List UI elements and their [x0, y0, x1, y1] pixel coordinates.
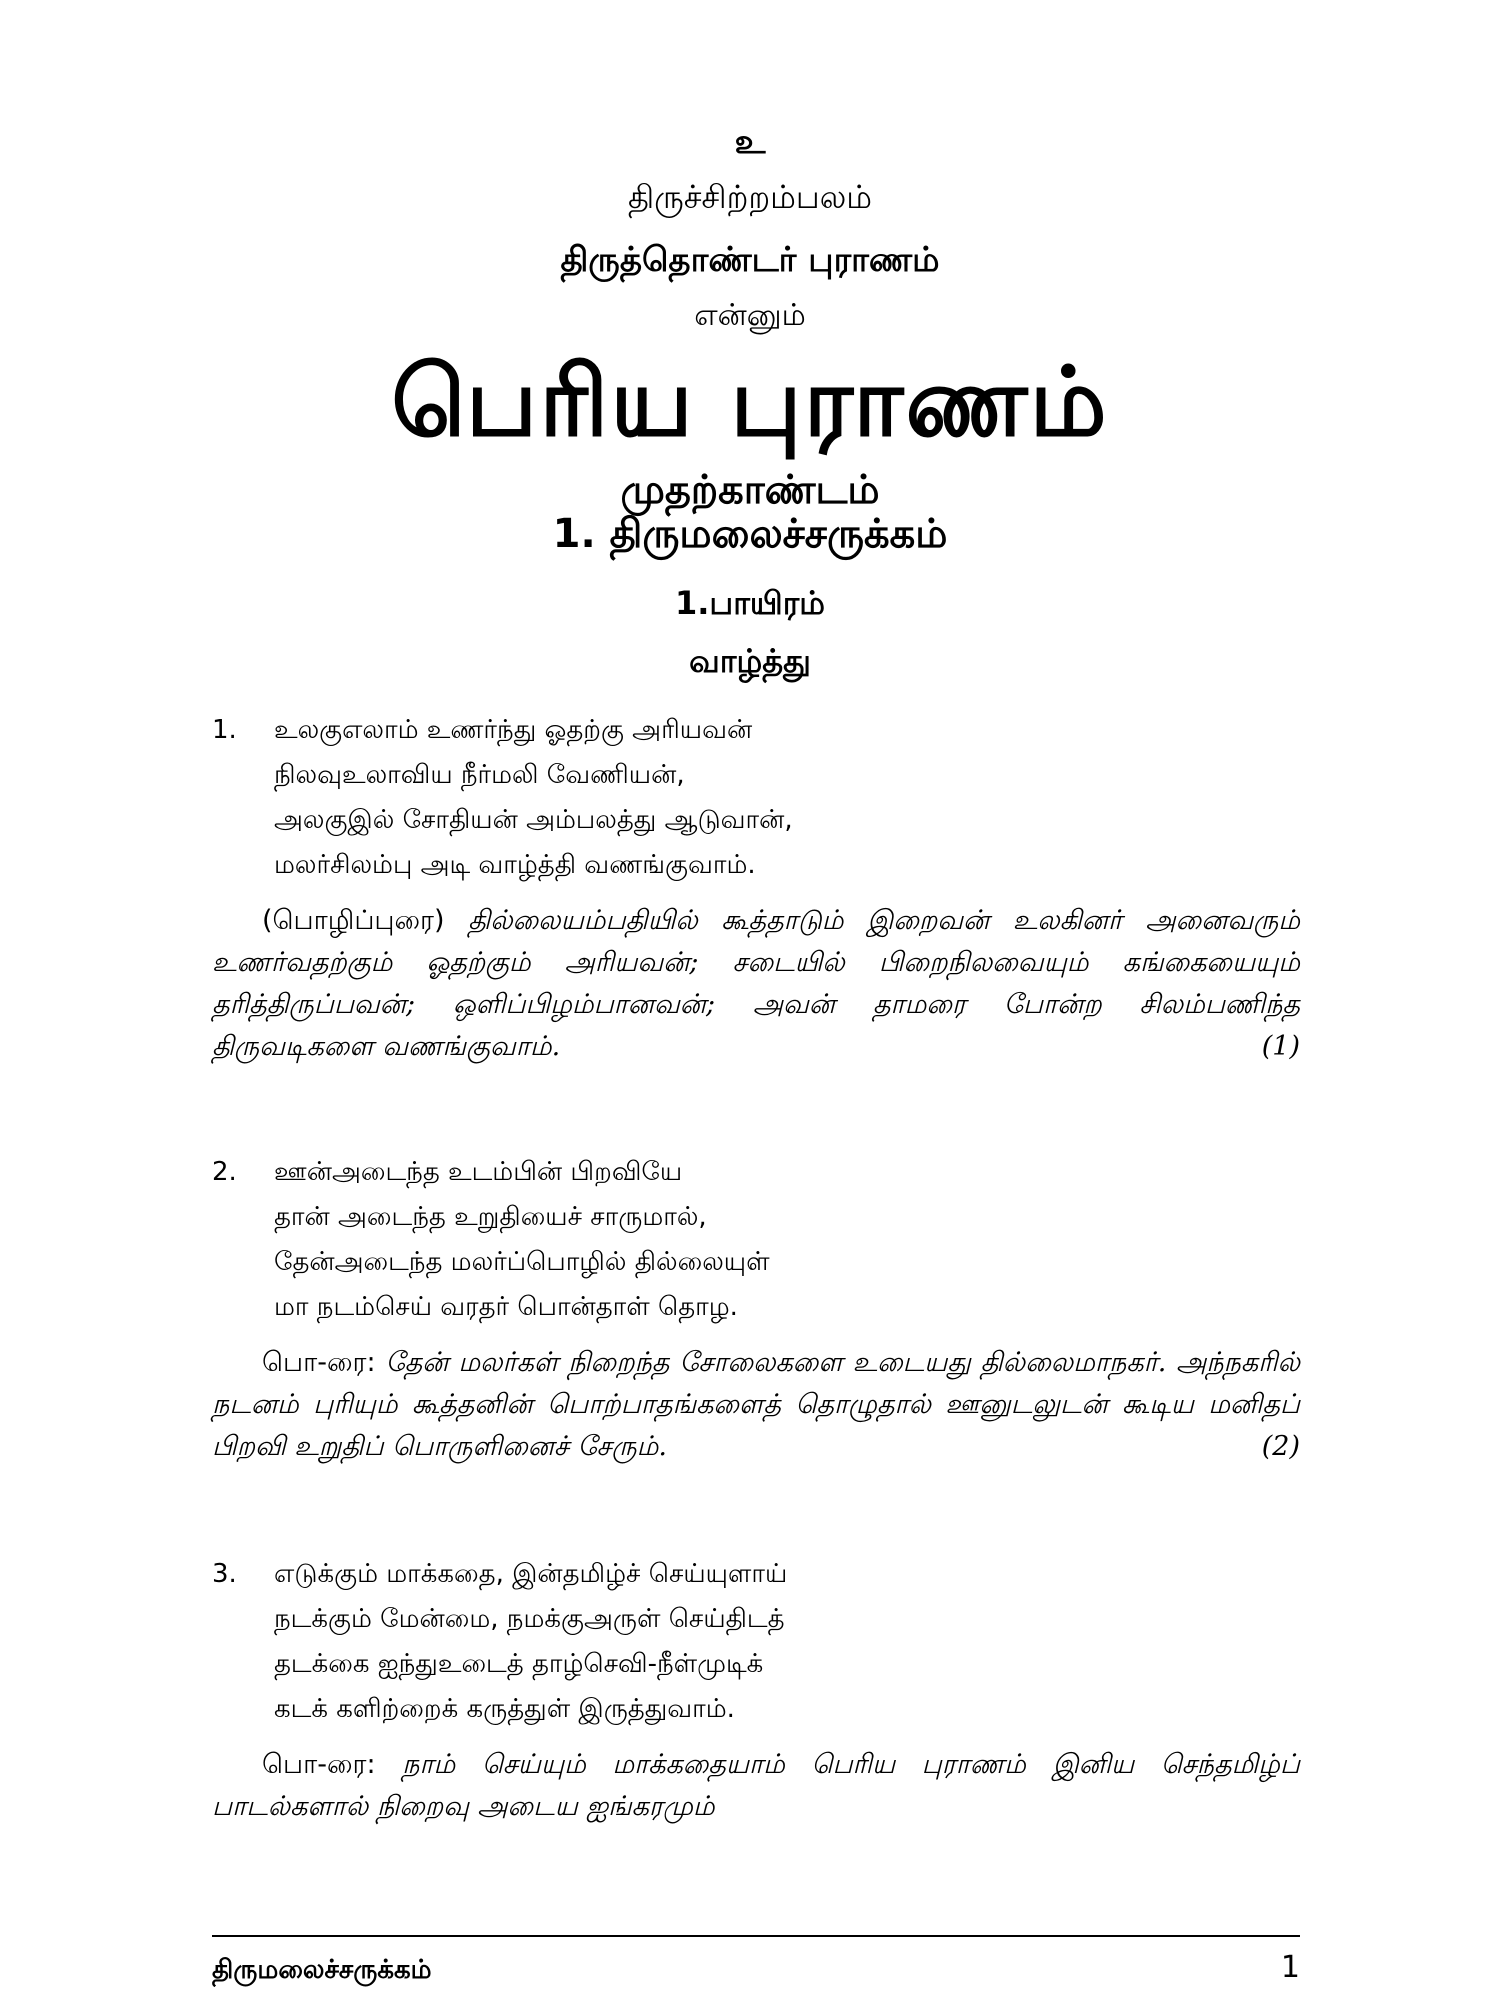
shrine-heading: திருச்சிற்றம்பலம்: [627, 178, 873, 216]
verse-line: நடக்கும் மேன்மை, நமக்குஅருள் செய்திடத்: [274, 1604, 785, 1634]
verse-number: 1.: [212, 715, 237, 745]
title-connector: என்னும்: [694, 298, 806, 333]
gloss-2: [212, 1342, 1300, 1468]
page-number: 1: [1280, 1950, 1300, 1985]
gloss-1: [212, 900, 1300, 1068]
gloss-label: பொ-ரை:: [262, 1749, 376, 1780]
verse-2: [212, 1150, 1312, 1330]
alternate-title: திருத்தொண்டர் புராணம்: [560, 240, 940, 280]
gloss-reference: (1): [1261, 1031, 1300, 1062]
verse-number: 3.: [212, 1559, 237, 1589]
footer-rule: [212, 1935, 1300, 1937]
verse-1: [212, 708, 1312, 888]
gloss-label: பொ-ரை:: [262, 1347, 376, 1378]
gloss-label: (பொழிப்புரை): [262, 905, 445, 936]
verse-line: உலகுஎலாம் உணர்ந்து ஓதற்கு அரியவன்: [274, 715, 753, 745]
verse-line: தேன்அடைந்த மலர்ப்பொழில் தில்லையுள்: [274, 1247, 770, 1277]
sarukkam-heading: 1. திருமலைச்சருக்கம்: [552, 511, 948, 557]
gloss-text: தில்லையம்பதியில் கூத்தாடும் இறைவன் உலகினர் அனைவரும் உணர்வதற்கும் ஓதற்கும் அரியவன்; சடையில் பிறைநிலவையும் கங்கையையும் தரித்திருப்பவன்; ஒளிப்பிழம்பானவன்; அவன் தாமரை போன்ற சிலம்பணிந்த திருவடிகளை வணங்குவாம்.: [212, 905, 1300, 1062]
verse-line: நிலவுஉலாவிய நீர்மலி வேணியன்,: [274, 760, 685, 790]
vazhthu-heading: வாழ்த்து: [689, 642, 811, 680]
invocation-symbol: உ: [734, 122, 766, 162]
running-footer-title: திருமலைச்சருக்கம்: [212, 1955, 432, 1985]
verse-lines: [274, 1552, 1312, 1732]
gloss-reference: (2): [1261, 1431, 1300, 1462]
verse-number: 2.: [212, 1157, 237, 1187]
main-title: பெரிய புராணம்: [391, 346, 1109, 458]
verse-line: கடக் களிற்றைக் கருத்துள் இருத்துவாம்.: [274, 1694, 735, 1724]
verse-lines: [274, 708, 1312, 888]
verse-line: தான் அடைந்த உறுதியைச் சாருமால்,: [274, 1202, 707, 1232]
verse-line: மலர்சிலம்பு அடி வாழ்த்தி வணங்குவாம்.: [274, 850, 756, 880]
payiram-heading: 1.பாயிரம்: [674, 584, 826, 622]
verse-lines: [274, 1150, 1312, 1330]
kandam-heading: முதற்காண்டம்: [620, 467, 880, 513]
verse-line: ஊன்அடைந்த உடம்பின் பிறவியே: [274, 1157, 683, 1187]
verse-3: [212, 1552, 1312, 1732]
verse-line: அலகுஇல் சோதியன் அம்பலத்து ஆடுவான்,: [274, 805, 793, 835]
gloss-text: தேன் மலர்கள் நிறைந்த சோலைகளை உடையது தில்லைமாநகர். அந்நகரில் நடனம் புரியும் கூத்தனின் பொற்பாதங்களைத் தொழுதால் ஊனுடலுடன் கூடிய மனிதப் பிறவி உறுதிப் பொருளினைச் சேரும்.: [212, 1347, 1300, 1462]
verse-line: தடக்கை ஐந்துஉடைத் தாழ்செவி-நீள்முடிக்: [274, 1649, 764, 1679]
verse-line: மா நடம்செய் வரதர் பொன்தாள் தொழ.: [274, 1292, 738, 1322]
verse-line: எடுக்கும் மாக்கதை, இன்தமிழ்ச் செய்யுளாய்: [274, 1559, 788, 1589]
gloss-3: [212, 1744, 1300, 1828]
gloss-text: நாம் செய்யும் மாக்கதையாம் பெரிய புராணம் இனிய செந்தமிழ்ப் பாடல்களால் நிறைவு அடைய ஐங்கரமும்: [212, 1749, 1300, 1822]
